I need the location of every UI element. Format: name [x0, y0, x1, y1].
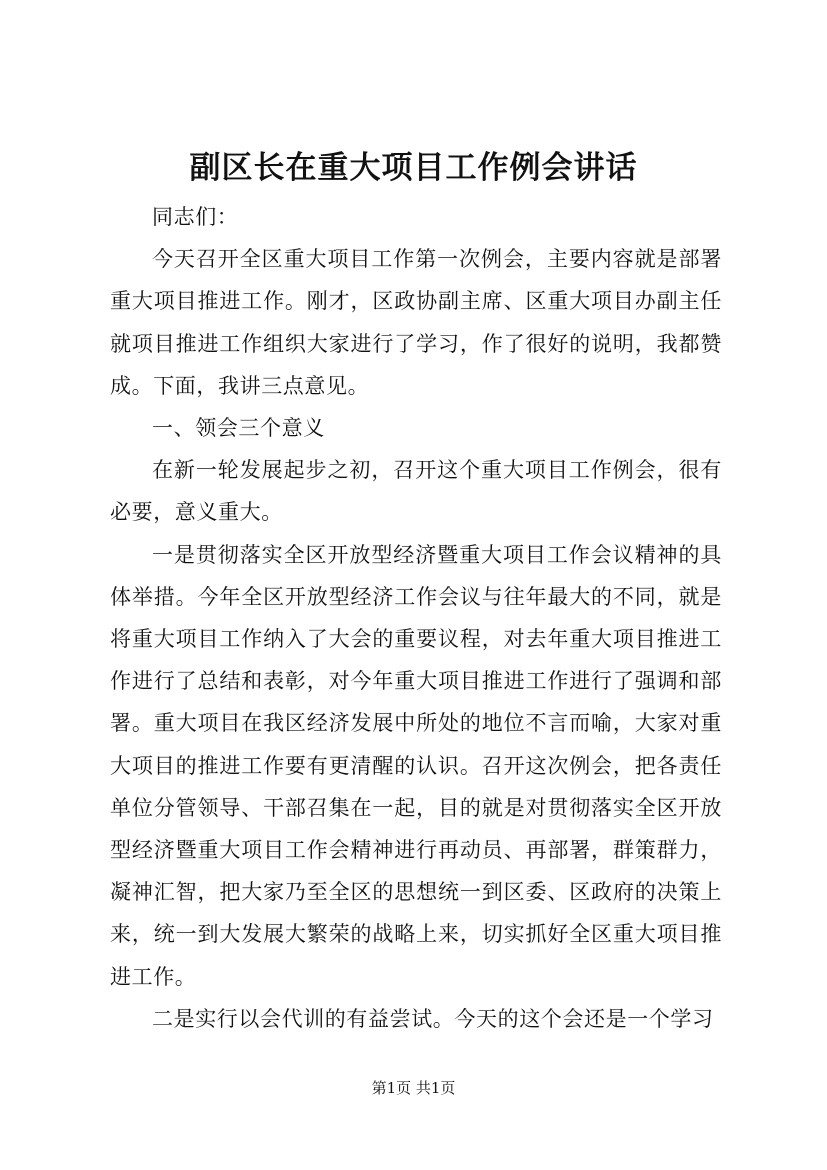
body-paragraph: 一是贯彻落实全区开放型经济暨重大项目工作会议精神的具体举措。今年全区开放型经济工作会议与往年最大的不同，就是将重大项目工作纳入了大会的重要议程，对去年重大项目推进工作进行了总结和表彰，对今年重大项目推进工作进行了强调和部署。重大项目在我区经济发展中所处的地位不言而喻，大家对重大项目的推进工作要有更清醒的认识。召开这次例会，把各责任单位分管领导、干部召集在一起，目的就是对贯彻落实全区开放型经济暨重大项目工作会精神进行再动员、再部署，群策群力，凝神汇智，把大家乃至全区的思想统一到区委、区政府的决策上来，统一到大发展大繁荣的战略上来，切实抓好全区重大项目推进工作。 [110, 542, 722, 989]
body-paragraph: 今天召开全区重大项目工作第一次例会，主要内容就是部署重大项目推进工作。刚才，区政协副主席、区重大项目办副主任就项目推进工作组织大家进行了学习，作了很好的说明，我都赞成。下面，我讲三点意见。 [110, 247, 722, 398]
body-paragraph: 二是实行以会代训的有益尝试。今天的这个会还是一个学习 [152, 1006, 714, 1031]
body-paragraph: 在新一轮发展起步之初，召开这个重大项目工作例会，很有必要，意义重大。 [110, 458, 722, 525]
page-number-footer: 第1页 共1页 [371, 1079, 456, 1097]
salutation-paragraph: 同志们： [152, 205, 239, 229]
section-heading: 一、领会三个意义 [152, 416, 325, 441]
document-body [110, 196, 722, 1040]
document-title: 副区长在重大项目工作例会讲话 [189, 150, 638, 186]
